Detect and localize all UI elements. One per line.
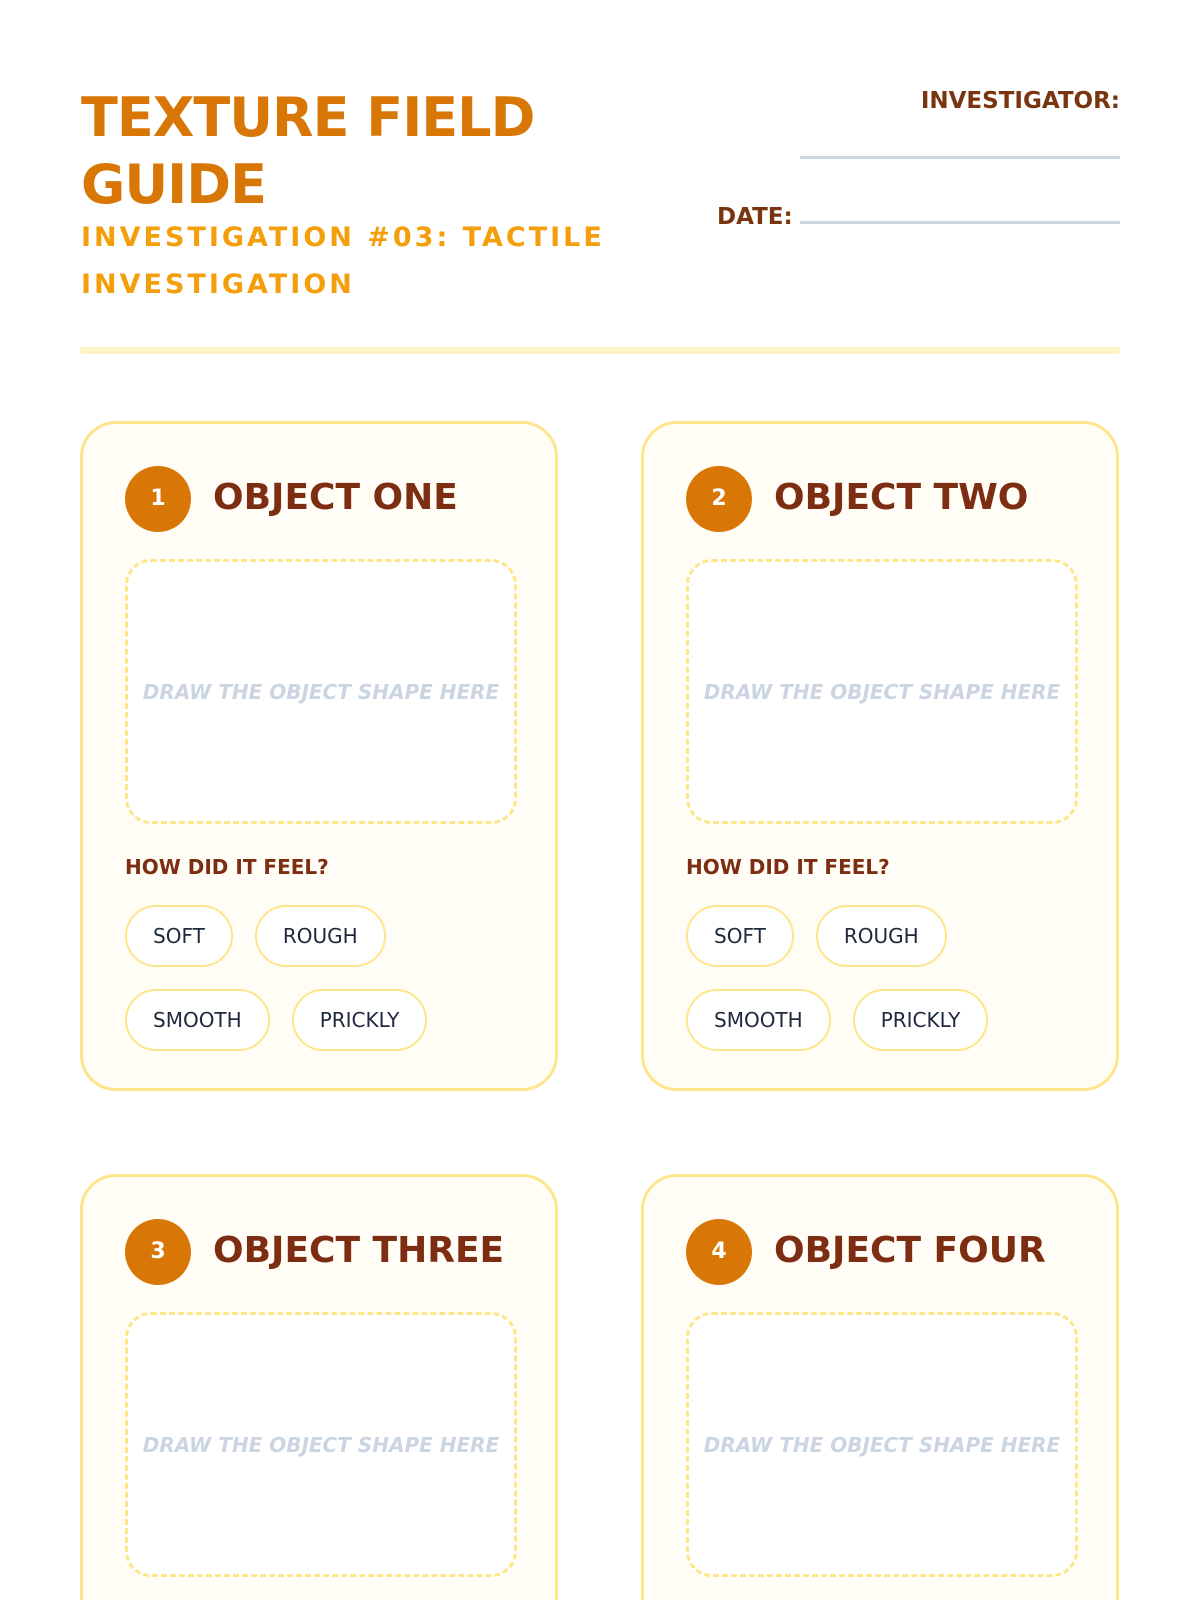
- object-card-3: [80, 1174, 558, 1600]
- texture-options-row: [125, 989, 427, 1051]
- drawing-area[interactable]: [125, 559, 517, 824]
- object-title: OBJECT THREE: [213, 1230, 505, 1271]
- date-write-line[interactable]: [800, 221, 1120, 224]
- drawing-area-hint: DRAW THE OBJECT SHAPE HERE: [142, 680, 500, 704]
- object-card-1: [80, 421, 558, 1091]
- drawing-area-hint: DRAW THE OBJECT SHAPE HERE: [703, 680, 1061, 704]
- object-number-badge: 1: [125, 466, 191, 532]
- texture-option-smooth[interactable]: SMOOTH: [125, 989, 270, 1051]
- date-label: DATE:: [717, 204, 793, 230]
- texture-option-prickly[interactable]: PRICKLY: [292, 989, 428, 1051]
- texture-options-row: [125, 905, 386, 967]
- texture-option-rough[interactable]: ROUGH: [816, 905, 947, 967]
- feel-question: HOW DID IT FEEL?: [686, 855, 890, 879]
- object-title: OBJECT ONE: [213, 477, 458, 518]
- texture-option-prickly[interactable]: PRICKLY: [853, 989, 989, 1051]
- object-card-2: [641, 421, 1119, 1091]
- investigator-label: INVESTIGATOR:: [920, 88, 1120, 114]
- drawing-area-hint: DRAW THE OBJECT SHAPE HERE: [142, 1433, 500, 1457]
- drawing-area[interactable]: [125, 1312, 517, 1577]
- object-number-badge: 2: [686, 466, 752, 532]
- texture-options-row: [686, 905, 947, 967]
- object-number-badge: 3: [125, 1219, 191, 1285]
- page-title: TEXTURE FIELD GUIDE: [81, 86, 535, 216]
- header-divider: [80, 347, 1120, 354]
- texture-option-soft[interactable]: SOFT: [125, 905, 233, 967]
- feel-question: HOW DID IT FEEL?: [125, 855, 329, 879]
- object-title: OBJECT FOUR: [774, 1230, 1046, 1271]
- drawing-area[interactable]: [686, 559, 1078, 824]
- drawing-area[interactable]: [686, 1312, 1078, 1577]
- texture-option-soft[interactable]: SOFT: [686, 905, 794, 967]
- drawing-area-hint: DRAW THE OBJECT SHAPE HERE: [703, 1433, 1061, 1457]
- object-title: OBJECT TWO: [774, 477, 1029, 518]
- page-subtitle: INVESTIGATION #03: TACTILE INVESTIGATION: [81, 222, 605, 300]
- investigator-write-line[interactable]: [800, 156, 1120, 159]
- texture-options-row: [686, 989, 988, 1051]
- object-number-badge: 4: [686, 1219, 752, 1285]
- texture-option-smooth[interactable]: SMOOTH: [686, 989, 831, 1051]
- object-card-4: [641, 1174, 1119, 1600]
- texture-option-rough[interactable]: ROUGH: [255, 905, 386, 967]
